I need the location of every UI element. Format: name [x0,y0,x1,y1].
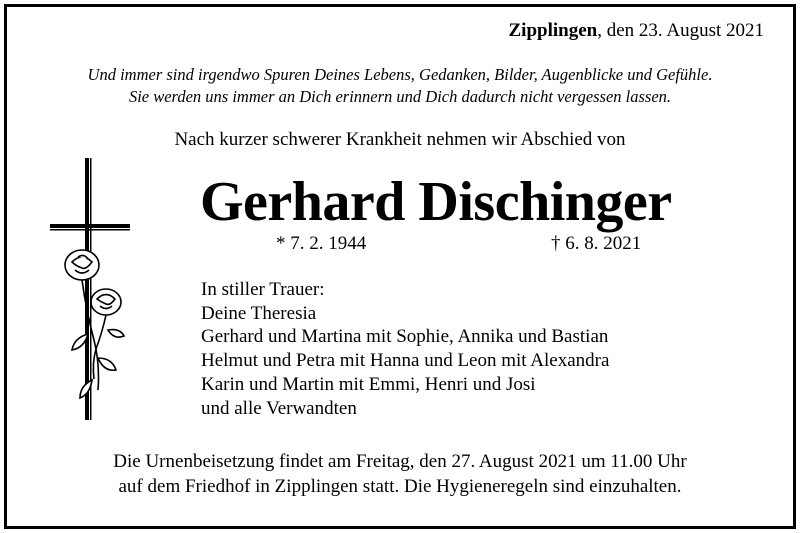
mourner-line: Deine Theresia [201,302,317,324]
mourner-line: Gerhard und Martina mit Sophie, Annika und Bastian [201,326,609,348]
dateline [509,20,765,42]
mourners-list [201,278,609,420]
quote-line-1: Und immer sind irgendwo Spuren Deines Lebens, Gedanken, Bilder, Augenblicke und Gefühle. [87,65,713,84]
mourner-line: Helmut und Petra mit Hanna und Leon mit Alexandra [201,350,610,372]
mourners-heading: In stiller Trauer: [201,279,325,300]
cross-with-roses-icon [48,158,138,422]
death-date: † 6. 8. 2021 [551,233,642,254]
deceased-name: Gerhard Dischinger [200,171,672,233]
funeral-info-line-2: auf dem Friedhof in Zipplingen statt. Die Hygieneregeln sind einzuhalten. [118,476,682,497]
dateline-place: Zipplingen [508,20,598,41]
birth-date: * 7. 2. 1944 [276,233,367,254]
mourner-line: und alle Verwandten [201,397,357,419]
dateline-date: , den 23. August 2021 [597,20,764,41]
funeral-info-line-1: Die Urnenbeisetzung findet am Freitag, den 27. August 2021 um 11.00 Uhr [113,451,687,472]
funeral-info [0,449,800,499]
quote-line-2: Sie werden uns immer an Dich erinnern und Dich dadurch nicht vergessen lassen. [128,87,672,106]
intro-text: Nach kurzer schwerer Krankheit nehmen wir Abschied von [174,129,626,150]
mourner-line: Karin und Martin mit Emmi, Henri und Josi [201,373,536,395]
